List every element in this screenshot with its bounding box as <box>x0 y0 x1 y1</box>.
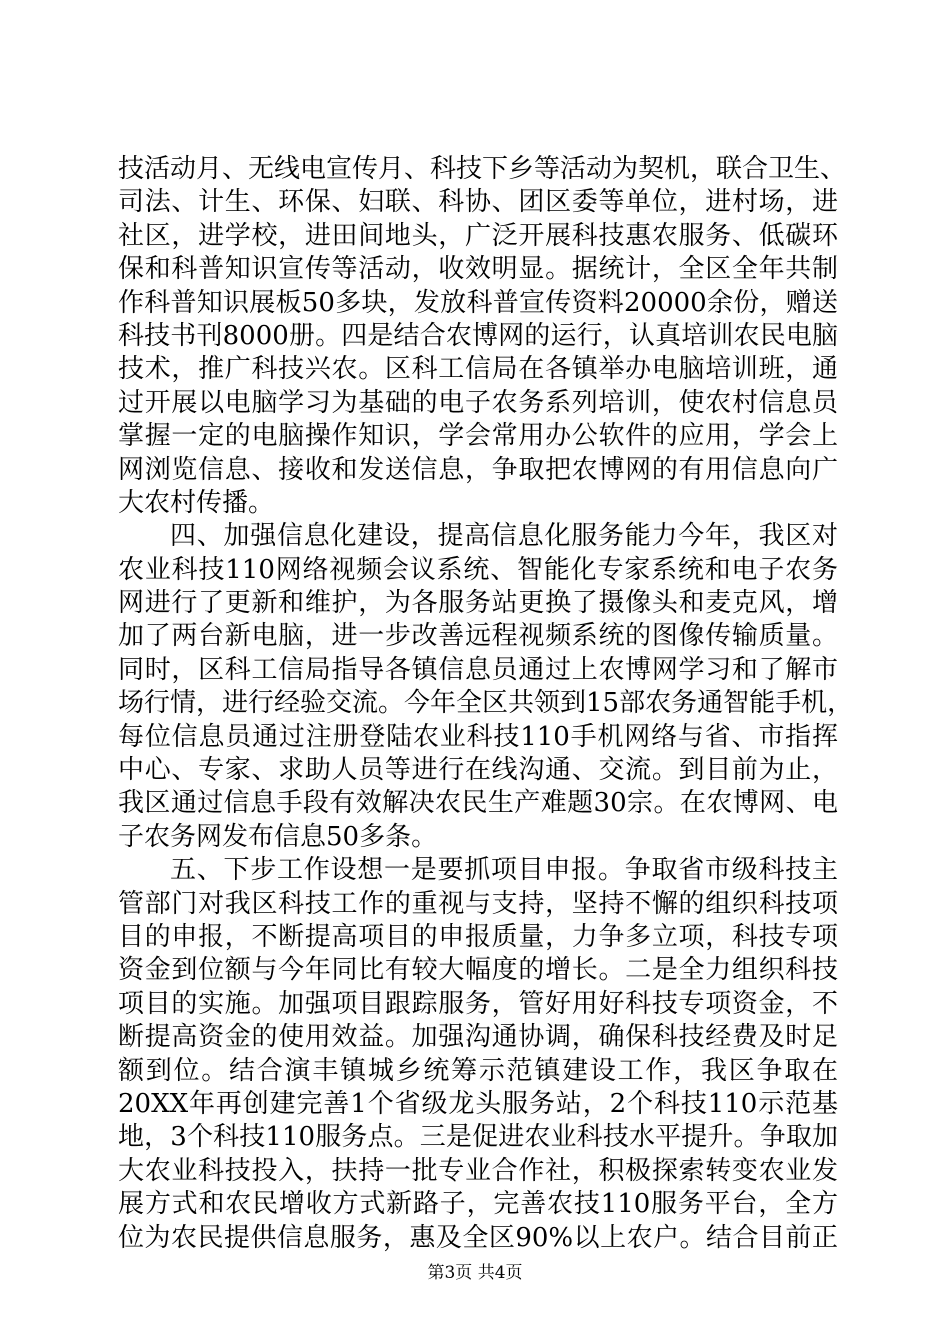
text-line: 四、加强信息化建设，提高信息化服务能力今年，我区对 <box>170 521 838 552</box>
text-line: 我区通过信息手段有效解决农民生产难题30宗。在农博网、电 <box>118 788 838 819</box>
text-line: 司法、计生、环保、妇联、科协、团区委等单位，进村场，进 <box>118 187 838 218</box>
text-line: 断提高资金的使用效益。加强沟通协调，确保科技经费及时足 <box>118 1022 838 1053</box>
text-line: 展方式和农民增收方式新路子，完善农技110服务平台，全方 <box>118 1189 838 1220</box>
text-line: 大农业科技投入，扶持一批专业合作社，积极探索转变农业发 <box>118 1155 838 1186</box>
text-line: 目的申报，不断提高项目的申报质量，力争多立项，科技专项 <box>118 921 838 952</box>
text-line: 大农村传播。 <box>118 487 275 518</box>
text-line: 网浏览信息、接收和发送信息，争取把农博网的有用信息向广 <box>118 454 838 485</box>
text-line: 同时，区科工信局指导各镇信息员通过上农博网学习和了解市 <box>118 654 838 685</box>
text-line: 20XX年再创建完善1个省级龙头服务站，2个科技110示范基 <box>118 1088 838 1119</box>
text-line: 掌握一定的电脑操作知识，学会常用办公软件的应用，学会上 <box>118 421 838 452</box>
text-line: 管部门对我区科技工作的重视与支持，坚持不懈的组织科技项 <box>118 888 838 919</box>
text-line: 技活动月、无线电宣传月、科技下乡等活动为契机，联合卫生、 <box>118 154 847 184</box>
text-line: 子农务网发布信息50多条。 <box>118 821 438 852</box>
text-line: 场行情，进行经验交流。今年全区共领到15部农务通智能手机， <box>118 688 854 719</box>
text-line: 科技书刊8000册。四是结合农博网的运行，认真培训农民电脑 <box>118 320 838 351</box>
text-line: 社区，进学校，进田间地头，广泛开展科技惠农服务、低碳环 <box>118 220 838 251</box>
document-body <box>118 153 854 1255</box>
text-line: 项目的实施。加强项目跟踪服务，管好用好科技专项资金，不 <box>118 988 838 1019</box>
text-line: 作科普知识展板50多块，发放科普宣传资料20000余份，赠送 <box>118 287 838 318</box>
text-line: 农业科技110网络视频会议系统、智能化专家系统和电子农务 <box>118 554 838 585</box>
text-line: 技术，推广科技兴农。区科工信局在各镇举办电脑培训班，通 <box>118 354 838 385</box>
text-line: 位为农民提供信息服务，惠及全区90%以上农户。结合目前正 <box>118 1222 838 1253</box>
text-line: 加了两台新电脑，进一步改善远程视频系统的图像传输质量。 <box>118 621 838 652</box>
text-line: 额到位。结合演丰镇城乡统筹示范镇建设工作，我区争取在 <box>118 1055 838 1086</box>
text-line: 中心、专家、求助人员等进行在线沟通、交流。到目前为止， <box>118 755 838 786</box>
text-line: 过开展以电脑学习为基础的电子农务系列培训，使农村信息员 <box>118 387 838 418</box>
text-line: 资金到位额与今年同比有较大幅度的增长。二是全力组织科技 <box>118 955 838 986</box>
text-line: 网进行了更新和维护，为各服务站更换了摄像头和麦克风，增 <box>118 588 838 619</box>
text-line: 保和科普知识宣传等活动，收效明显。据统计，全区全年共制 <box>118 254 838 285</box>
page-footer: 第3页 共4页 <box>427 1263 523 1283</box>
text-line: 五、下步工作设想一是要抓项目申报。争取省市级科技主 <box>170 855 838 886</box>
text-line: 地，3个科技110服务点。三是促进农业科技水平提升。争取加 <box>118 1122 838 1153</box>
text-line: 每位信息员通过注册登陆农业科技110手机网络与省、市指挥 <box>118 721 838 752</box>
